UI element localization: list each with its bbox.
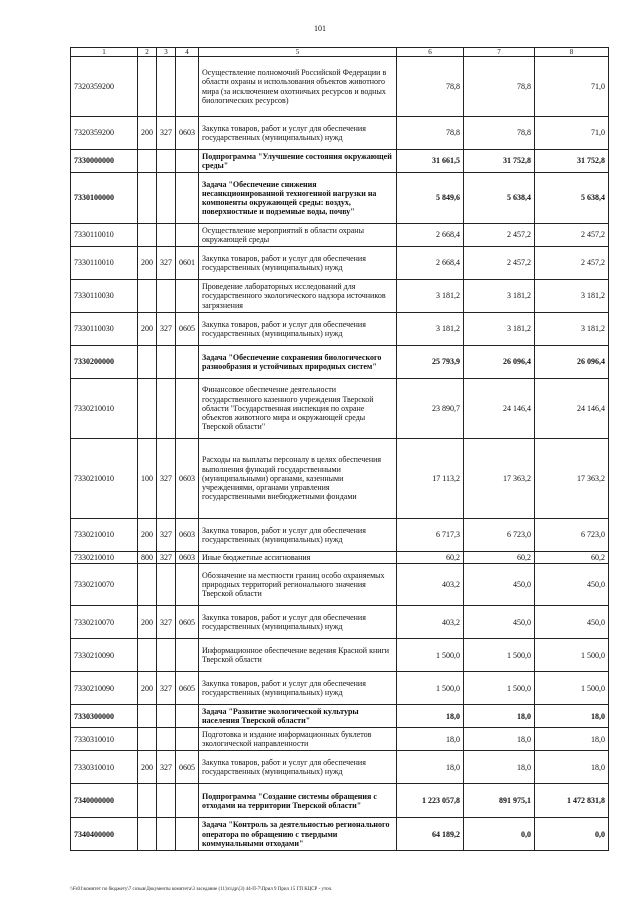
description-cell: Проведение лабораторных исследований для государственного экологического надзора источников загрязнения: [199, 280, 397, 313]
code-cell: 7330210070: [71, 564, 138, 606]
table-row: [71, 173, 609, 224]
amount-year-1-cell: 1 223 057,8: [397, 784, 464, 818]
description-cell: Осуществление мероприятий в области охраны окружающей среды: [199, 224, 397, 247]
table-row: [71, 117, 609, 150]
section-cell: [176, 346, 199, 379]
department-cell: 327: [157, 313, 176, 346]
amount-year-2-cell: 18,0: [464, 751, 535, 784]
amount-year-2-cell: 26 096,4: [464, 346, 535, 379]
amount-year-3-cell: 71,0: [535, 117, 609, 150]
description-cell: Закупка товаров, работ и услуг для обеспечения государственных (муниципальных) нужд: [199, 313, 397, 346]
expense-type-cell: 800: [138, 552, 157, 564]
amount-year-2-cell: 3 181,2: [464, 313, 535, 346]
header-cell: 2: [138, 48, 157, 57]
description-cell: Подготовка и издание информационных буклетов экологической направленности: [199, 728, 397, 751]
department-cell: 327: [157, 672, 176, 705]
description-cell: Информационное обеспечение ведения Красной книги Тверской области: [199, 639, 397, 672]
table-row: [71, 439, 609, 519]
table-row: [71, 57, 609, 117]
budget-table: [70, 47, 609, 851]
department-cell: 327: [157, 552, 176, 564]
description-cell: Подпрограмма "Создание системы обращения с отходами на территории Тверской области": [199, 784, 397, 818]
code-cell: 7330210090: [71, 639, 138, 672]
description-cell: Закупка товаров, работ и услуг для обеспечения государственных (муниципальных) нужд: [199, 751, 397, 784]
department-cell: [157, 173, 176, 224]
amount-year-1-cell: 18,0: [397, 728, 464, 751]
expense-type-cell: 200: [138, 247, 157, 280]
section-cell: [176, 173, 199, 224]
code-cell: 7330110030: [71, 280, 138, 313]
amount-year-2-cell: 3 181,2: [464, 280, 535, 313]
code-cell: 7340400000: [71, 818, 138, 851]
section-cell: 0605: [176, 313, 199, 346]
table-row: [71, 751, 609, 784]
section-cell: [176, 818, 199, 851]
table-row: [71, 705, 609, 728]
department-cell: [157, 784, 176, 818]
expense-type-cell: 200: [138, 751, 157, 784]
amount-year-3-cell: 6 723,0: [535, 519, 609, 552]
amount-year-3-cell: 31 752,8: [535, 150, 609, 173]
table-header-row: [71, 48, 609, 57]
table-row: [71, 280, 609, 313]
description-cell: Финансовое обеспечение деятельности государственного казенного учреждения Тверской области "Государственная инспекция по охране объектов животного мира и окружающей среды Тверской области": [199, 379, 397, 439]
expense-type-cell: 100: [138, 439, 157, 519]
expense-type-cell: [138, 728, 157, 751]
amount-year-1-cell: 60,2: [397, 552, 464, 564]
expense-type-cell: [138, 173, 157, 224]
amount-year-1-cell: 78,8: [397, 117, 464, 150]
description-cell: Задача "Обеспечение снижения несанкционированной техногенной нагрузки на компоненты окружающей среды: воздух, поверхностные и подземные воды, почву": [199, 173, 397, 224]
section-cell: [176, 639, 199, 672]
description-cell: Закупка товаров, работ и услуг для обеспечения государственных (муниципальных) нужд: [199, 247, 397, 280]
amount-year-1-cell: 2 668,4: [397, 247, 464, 280]
section-cell: [176, 564, 199, 606]
section-cell: [176, 379, 199, 439]
section-cell: 0603: [176, 552, 199, 564]
header-cell: 1: [71, 48, 138, 57]
header-cell: 6: [397, 48, 464, 57]
header-cell: 5: [199, 48, 397, 57]
code-cell: 7320359200: [71, 117, 138, 150]
code-cell: 7330300000: [71, 705, 138, 728]
amount-year-1-cell: 18,0: [397, 751, 464, 784]
code-cell: 7330210070: [71, 606, 138, 639]
amount-year-2-cell: 2 457,2: [464, 224, 535, 247]
section-cell: [176, 224, 199, 247]
expense-type-cell: [138, 818, 157, 851]
table-row: [71, 728, 609, 751]
section-cell: [176, 280, 199, 313]
amount-year-3-cell: 1 500,0: [535, 672, 609, 705]
department-cell: 327: [157, 247, 176, 280]
table-row: [71, 247, 609, 280]
amount-year-1-cell: 23 890,7: [397, 379, 464, 439]
amount-year-2-cell: 450,0: [464, 606, 535, 639]
expense-type-cell: 200: [138, 519, 157, 552]
section-cell: 0605: [176, 672, 199, 705]
amount-year-2-cell: 450,0: [464, 564, 535, 606]
amount-year-3-cell: 3 181,2: [535, 313, 609, 346]
amount-year-2-cell: 18,0: [464, 705, 535, 728]
section-cell: 0605: [176, 606, 199, 639]
expense-type-cell: [138, 224, 157, 247]
amount-year-1-cell: 1 500,0: [397, 672, 464, 705]
expense-type-cell: 200: [138, 606, 157, 639]
amount-year-2-cell: 2 457,2: [464, 247, 535, 280]
department-cell: 327: [157, 751, 176, 784]
code-cell: 7330200000: [71, 346, 138, 379]
amount-year-1-cell: 403,2: [397, 564, 464, 606]
amount-year-3-cell: 24 146,4: [535, 379, 609, 439]
header-cell: 3: [157, 48, 176, 57]
amount-year-3-cell: 71,0: [535, 57, 609, 117]
code-cell: 7330210010: [71, 519, 138, 552]
department-cell: [157, 705, 176, 728]
expense-type-cell: [138, 57, 157, 117]
table-row: [71, 346, 609, 379]
section-cell: 0603: [176, 519, 199, 552]
table-row: [71, 519, 609, 552]
amount-year-2-cell: 18,0: [464, 728, 535, 751]
description-cell: Иные бюджетные ассигнования: [199, 552, 397, 564]
section-cell: 0601: [176, 247, 199, 280]
code-cell: 7330310010: [71, 728, 138, 751]
table-row: [71, 606, 609, 639]
amount-year-3-cell: 26 096,4: [535, 346, 609, 379]
expense-type-cell: [138, 346, 157, 379]
amount-year-3-cell: 450,0: [535, 606, 609, 639]
amount-year-2-cell: 17 363,2: [464, 439, 535, 519]
section-cell: [176, 57, 199, 117]
amount-year-3-cell: 3 181,2: [535, 280, 609, 313]
expense-type-cell: [138, 639, 157, 672]
amount-year-2-cell: 0,0: [464, 818, 535, 851]
description-cell: Закупка товаров, работ и услуг для обеспечения государственных (муниципальных) нужд: [199, 672, 397, 705]
description-cell: Подпрограмма "Улучшение состояния окружающей среды": [199, 150, 397, 173]
department-cell: 327: [157, 519, 176, 552]
amount-year-3-cell: 2 457,2: [535, 224, 609, 247]
expense-type-cell: [138, 784, 157, 818]
code-cell: 7330210090: [71, 672, 138, 705]
department-cell: [157, 728, 176, 751]
code-cell: 7330110010: [71, 224, 138, 247]
description-cell: Закупка товаров, работ и услуг для обеспечения государственных (муниципальных) нужд: [199, 519, 397, 552]
table-body: [71, 57, 609, 851]
amount-year-2-cell: 24 146,4: [464, 379, 535, 439]
department-cell: [157, 346, 176, 379]
amount-year-3-cell: 1 472 831,8: [535, 784, 609, 818]
code-cell: 7340000000: [71, 784, 138, 818]
department-cell: [157, 280, 176, 313]
table-row: [71, 552, 609, 564]
expense-type-cell: [138, 280, 157, 313]
expense-type-cell: 200: [138, 672, 157, 705]
header-cell: 4: [176, 48, 199, 57]
amount-year-3-cell: 5 638,4: [535, 173, 609, 224]
department-cell: [157, 639, 176, 672]
department-cell: 327: [157, 606, 176, 639]
amount-year-2-cell: 5 638,4: [464, 173, 535, 224]
code-cell: 7330100000: [71, 173, 138, 224]
code-cell: 7320359200: [71, 57, 138, 117]
table-row: [71, 313, 609, 346]
amount-year-3-cell: 2 457,2: [535, 247, 609, 280]
table-row: [71, 379, 609, 439]
amount-year-2-cell: 1 500,0: [464, 672, 535, 705]
amount-year-3-cell: 18,0: [535, 705, 609, 728]
code-cell: 7330000000: [71, 150, 138, 173]
department-cell: [157, 57, 176, 117]
page-number: 101: [314, 24, 326, 33]
amount-year-3-cell: 18,0: [535, 751, 609, 784]
expense-type-cell: [138, 564, 157, 606]
amount-year-1-cell: 3 181,2: [397, 313, 464, 346]
code-cell: 7330110030: [71, 313, 138, 346]
amount-year-1-cell: 31 661,5: [397, 150, 464, 173]
amount-year-1-cell: 1 500,0: [397, 639, 464, 672]
amount-year-1-cell: 403,2: [397, 606, 464, 639]
section-cell: [176, 784, 199, 818]
description-cell: Задача "Развитие экологической культуры населения Тверской области": [199, 705, 397, 728]
expense-type-cell: [138, 705, 157, 728]
file-path-footer: \\Fs01\комитет по бюджету\7 созыв\Документы комитета\3 заседание (11)\п\др\(3) 44-П-7\Прил 9 Прил 15 ГП КЦСР - уточ.: [70, 887, 333, 892]
department-cell: [157, 224, 176, 247]
amount-year-1-cell: 3 181,2: [397, 280, 464, 313]
amount-year-2-cell: 891 975,1: [464, 784, 535, 818]
amount-year-2-cell: 31 752,8: [464, 150, 535, 173]
expense-type-cell: [138, 150, 157, 173]
expense-type-cell: 200: [138, 313, 157, 346]
amount-year-1-cell: 6 717,3: [397, 519, 464, 552]
description-cell: Обозначение на местности границ особо охраняемых природных территорий регионального значения Тверской области: [199, 564, 397, 606]
amount-year-2-cell: 78,8: [464, 117, 535, 150]
amount-year-3-cell: 17 363,2: [535, 439, 609, 519]
department-cell: 327: [157, 439, 176, 519]
amount-year-1-cell: 78,8: [397, 57, 464, 117]
code-cell: 7330210010: [71, 439, 138, 519]
department-cell: [157, 379, 176, 439]
expense-type-cell: 200: [138, 117, 157, 150]
code-cell: 7330210010: [71, 552, 138, 564]
section-cell: 0603: [176, 439, 199, 519]
section-cell: 0603: [176, 117, 199, 150]
amount-year-1-cell: 5 849,6: [397, 173, 464, 224]
amount-year-1-cell: 2 668,4: [397, 224, 464, 247]
code-cell: 7330210010: [71, 379, 138, 439]
code-cell: 7330310010: [71, 751, 138, 784]
amount-year-2-cell: 1 500,0: [464, 639, 535, 672]
description-cell: Задача "Обеспечение сохранения биологического разнообразия и устойчивых природных систем": [199, 346, 397, 379]
amount-year-3-cell: 450,0: [535, 564, 609, 606]
description-cell: Расходы на выплаты персоналу в целях обеспечения выполнения функций государственными (муниципальными) органами, казенными учреждениями, органами управления государственными внебюджетными фондами: [199, 439, 397, 519]
section-cell: 0605: [176, 751, 199, 784]
section-cell: [176, 150, 199, 173]
amount-year-2-cell: 6 723,0: [464, 519, 535, 552]
amount-year-3-cell: 1 500,0: [535, 639, 609, 672]
description-cell: Задача "Контроль за деятельностью регионального оператора по обращению с твердыми коммунальными отходами": [199, 818, 397, 851]
amount-year-3-cell: 18,0: [535, 728, 609, 751]
amount-year-3-cell: 60,2: [535, 552, 609, 564]
amount-year-1-cell: 64 189,2: [397, 818, 464, 851]
amount-year-1-cell: 18,0: [397, 705, 464, 728]
description-cell: Осуществление полномочий Российской Федерации в области охраны и использования объектов животного мира (за исключением охотничьих ресурсов и водных биологических ресурсов): [199, 57, 397, 117]
header-cell: 8: [535, 48, 609, 57]
expense-type-cell: [138, 379, 157, 439]
department-cell: [157, 818, 176, 851]
table-row: [71, 818, 609, 851]
amount-year-2-cell: 60,2: [464, 552, 535, 564]
header-cell: 7: [464, 48, 535, 57]
table-row: [71, 150, 609, 173]
department-cell: [157, 564, 176, 606]
description-cell: Закупка товаров, работ и услуг для обеспечения государственных (муниципальных) нужд: [199, 117, 397, 150]
description-cell: Закупка товаров, работ и услуг для обеспечения государственных (муниципальных) нужд: [199, 606, 397, 639]
section-cell: [176, 728, 199, 751]
table-row: [71, 672, 609, 705]
amount-year-2-cell: 78,8: [464, 57, 535, 117]
section-cell: [176, 705, 199, 728]
department-cell: 327: [157, 117, 176, 150]
table-row: [71, 564, 609, 606]
amount-year-1-cell: 17 113,2: [397, 439, 464, 519]
amount-year-3-cell: 0,0: [535, 818, 609, 851]
table-row: [71, 224, 609, 247]
amount-year-1-cell: 25 793,9: [397, 346, 464, 379]
table-row: [71, 639, 609, 672]
table-row: [71, 784, 609, 818]
code-cell: 7330110010: [71, 247, 138, 280]
department-cell: [157, 150, 176, 173]
